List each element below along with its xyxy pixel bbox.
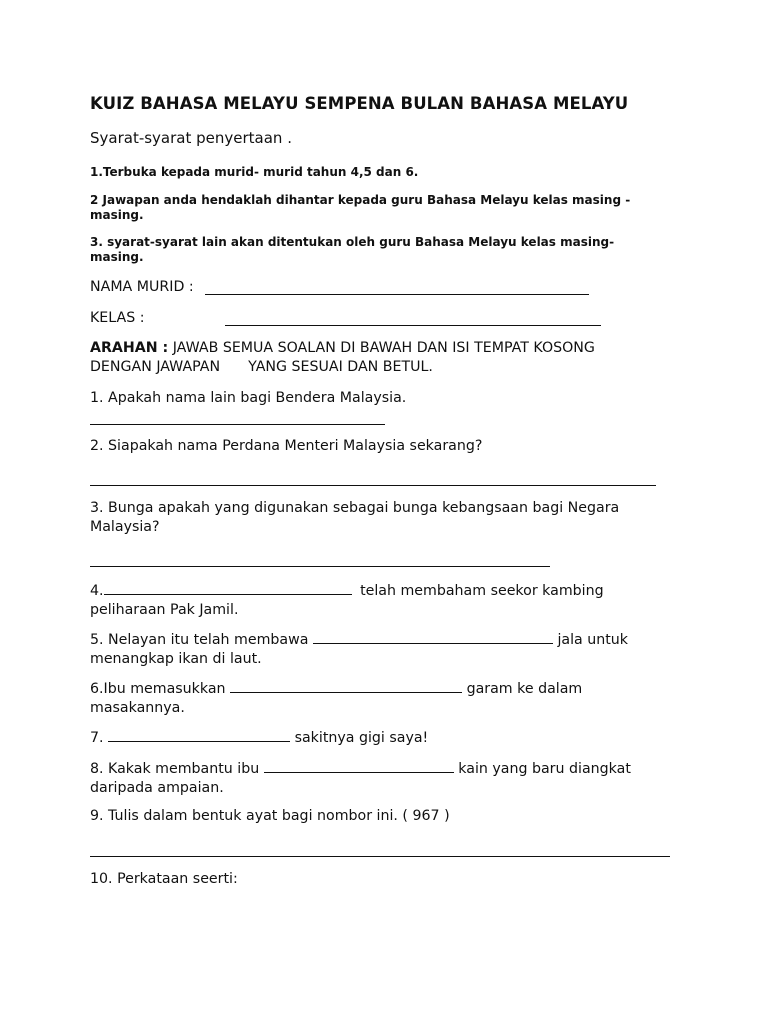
answer-7-blank[interactable] bbox=[108, 727, 290, 742]
question-5-suffix: jala untuk bbox=[557, 632, 628, 648]
instructions-label: ARAHAN : bbox=[90, 340, 169, 356]
question-8-suffix: kain yang baru diangkat bbox=[458, 761, 631, 777]
question-8-prefix: 8. Kakak membantu ibu bbox=[90, 761, 260, 777]
question-8-line2: daripada ampaian. bbox=[90, 780, 224, 796]
question-3: 3. Bunga apakah yang digunakan sebagai bunga kebangsaan bagi Negara Malaysia? bbox=[90, 500, 620, 535]
student-name-label: NAMA MURID : bbox=[90, 279, 194, 295]
question-5-line2: menangkap ikan di laut. bbox=[90, 651, 262, 667]
rule-1: 1.Terbuka kepada murid- murid tahun 4,5 dan 6. bbox=[90, 165, 419, 179]
question-7 bbox=[90, 727, 670, 748]
question-6 bbox=[90, 678, 670, 718]
question-6-suffix: garam ke dalam bbox=[466, 681, 583, 697]
class-field[interactable] bbox=[225, 325, 601, 326]
answer-4-blank[interactable] bbox=[104, 580, 352, 595]
question-5 bbox=[90, 629, 670, 669]
question-7-suffix: sakitnya gigi saya! bbox=[294, 730, 429, 746]
question-8 bbox=[90, 758, 670, 798]
class-label: KELAS : bbox=[90, 310, 145, 326]
instructions-block bbox=[90, 339, 690, 377]
answer-2-line[interactable] bbox=[90, 485, 656, 486]
question-5-prefix: 5. Nelayan itu telah membawa bbox=[90, 632, 309, 648]
question-7-prefix: 7. bbox=[90, 730, 104, 746]
answer-9-line[interactable] bbox=[90, 856, 670, 857]
answer-5-blank[interactable] bbox=[313, 629, 553, 644]
question-10: 10. Perkataan seerti: bbox=[90, 871, 238, 887]
instructions-text-line2b: YANG SESUAI DAN BETUL. bbox=[248, 359, 433, 375]
answer-1-line[interactable] bbox=[90, 424, 385, 425]
instructions-text-line2a: DENGAN JAWAPAN bbox=[90, 359, 221, 375]
answer-3-line[interactable] bbox=[90, 566, 550, 567]
page-title: KUIZ BAHASA MELAYU SEMPENA BULAN BAHASA MELAYU bbox=[90, 94, 629, 113]
question-6-line2: masakannya. bbox=[90, 700, 185, 716]
answer-6-blank[interactable] bbox=[230, 678, 462, 693]
student-name-field[interactable] bbox=[205, 294, 589, 295]
question-9: 9. Tulis dalam bentuk ayat bagi nombor ini. ( 967 ) bbox=[90, 808, 450, 824]
rule-2: 2 Jawapan anda hendaklah dihantar kepada guru Bahasa Melayu kelas masing - masing. bbox=[90, 193, 631, 222]
question-4 bbox=[90, 580, 670, 620]
question-1: 1. Apakah nama lain bagi Bendera Malaysia. bbox=[90, 390, 407, 406]
rule-3: 3. syarat-syarat lain akan ditentukan oleh guru Bahasa Melayu kelas masing-masing. bbox=[90, 235, 615, 264]
question-4-suffix: telah membaham seekor kambing bbox=[360, 583, 604, 599]
question-2: 2. Siapakah nama Perdana Menteri Malaysia sekarang? bbox=[90, 438, 483, 454]
question-6-prefix: 6.Ibu memasukkan bbox=[90, 681, 226, 697]
question-4-line2: peliharaan Pak Jamil. bbox=[90, 602, 239, 618]
question-4-prefix: 4. bbox=[90, 583, 104, 599]
answer-8-blank[interactable] bbox=[264, 758, 454, 773]
page-subtitle: Syarat-syarat penyertaan . bbox=[90, 129, 292, 147]
instructions-text-line1: JAWAB SEMUA SOALAN DI BAWAH DAN ISI TEMPAT KOSONG bbox=[172, 340, 595, 356]
